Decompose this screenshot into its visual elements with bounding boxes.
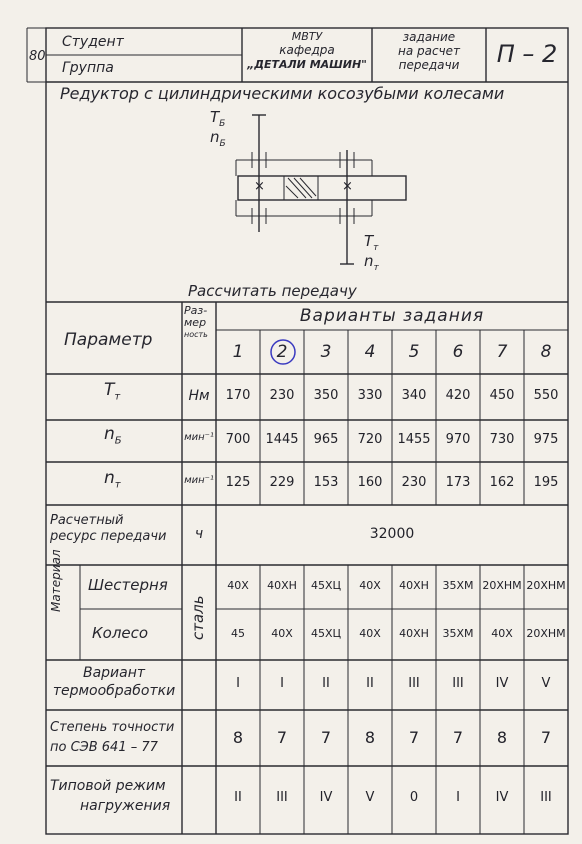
group-label: Группа: [62, 60, 114, 76]
accuracy-col4: 8: [364, 728, 376, 747]
load-mode-col3: IV: [319, 790, 333, 805]
wheel-material-col6: 35ХМ: [442, 627, 474, 640]
load-mode-col7: IV: [495, 790, 509, 805]
label-speed-input: $n_Б$: [210, 128, 226, 149]
pinion-material-col8: 20ХНМ: [526, 579, 566, 592]
wheel-material-col1: 45: [231, 627, 245, 640]
value-row1-col7: 450: [489, 388, 515, 403]
wheel-label: Колесо: [92, 624, 149, 642]
heat-variant-col5: III: [408, 676, 420, 691]
accuracy-col1: 8: [232, 728, 244, 747]
institute-label: МВТУ: [291, 30, 323, 43]
value-row3-col3: 153: [313, 475, 339, 490]
value-row1-col5: 340: [401, 388, 427, 403]
value-row2-col2: 1445: [265, 432, 299, 447]
material-label: Материал: [49, 549, 63, 612]
pinion-material-col4: 40Х: [359, 579, 381, 592]
load-mode-col6: I: [456, 790, 460, 805]
value-row3-col7: 162: [489, 475, 515, 490]
variant-number-3: 3: [320, 342, 332, 362]
variants-header: Варианты задания: [299, 306, 485, 326]
wheel-material-col2: 40Х: [271, 627, 293, 640]
department-label: кафедра: [279, 43, 335, 57]
param-label-row-2: $n_Б$: [104, 424, 122, 447]
value-row3-col8: 195: [533, 475, 559, 490]
variant-number-6: 6: [452, 342, 464, 362]
variant-number-2: 2: [276, 342, 288, 362]
steel-label: сталь: [189, 595, 207, 640]
page-number: 80: [29, 49, 46, 64]
value-row3-col5: 230: [401, 475, 427, 490]
resource-unit: ч: [194, 526, 204, 542]
value-row1-col8: 550: [533, 388, 559, 403]
department-name: „ДЕТАЛИ МАШИН": [247, 58, 367, 71]
heat-variant-col7: IV: [495, 676, 509, 691]
value-row1-col3: 350: [313, 388, 339, 403]
resource-label: Расчетный ресурс передачи: [50, 513, 167, 544]
heat-variant-col2: I: [280, 676, 284, 691]
variant-number-1: 1: [232, 342, 244, 362]
heat-variant-col6: III: [452, 676, 464, 691]
task-line-2: на расчет: [397, 44, 461, 58]
heat-variant-col3: II: [322, 676, 330, 691]
value-row2-col7: 730: [489, 432, 515, 447]
accuracy-col7: 8: [496, 728, 508, 747]
value-row3-col1: 125: [225, 475, 251, 490]
resource-value: 32000: [369, 526, 415, 542]
label-torque-input: $T_Б$: [210, 108, 226, 129]
load-mode-col4: V: [365, 790, 375, 805]
label-speed-output: $n_т$: [364, 252, 379, 273]
heat-variant-col4: II: [366, 676, 374, 691]
load-mode-col2: III: [276, 790, 288, 805]
wheel-material-col8: 20ХНМ: [526, 627, 566, 640]
wheel-material-col7: 40Х: [491, 627, 513, 640]
dimension-header: Раз- мер ность: [184, 304, 208, 339]
accuracy-label: Степень точности по СЭВ 641 – 77: [50, 720, 175, 755]
value-row2-col6: 970: [445, 432, 471, 447]
value-row2-col8: 975: [533, 432, 559, 447]
accuracy-col3: 7: [320, 728, 332, 747]
heat-variant-col8: V: [541, 676, 551, 691]
unit-row-3: мин⁻¹: [184, 475, 214, 486]
pinion-material-col3: 45ХЦ: [310, 579, 342, 592]
task-code: П – 2: [496, 40, 558, 68]
pinion-material-col7: 20ХНМ: [482, 579, 522, 592]
heat-variant-col1: I: [236, 676, 240, 691]
variant-number-7: 7: [496, 342, 508, 362]
label-torque-output: $T_т$: [364, 232, 379, 253]
reducer-title: Редуктор с цилиндрическими косозубыми колесами: [60, 84, 505, 103]
task-line-1: задание: [402, 30, 456, 44]
value-row1-col1: 170: [225, 388, 251, 403]
accuracy-col5: 7: [408, 728, 420, 747]
param-header: Параметр: [64, 330, 153, 350]
calc-title: Рассчитать передачу: [188, 282, 357, 300]
value-row1-col4: 330: [357, 388, 383, 403]
value-row1-col6: 420: [445, 388, 471, 403]
value-row3-col6: 173: [445, 475, 471, 490]
variant-number-8: 8: [540, 342, 552, 362]
value-row2-col4: 720: [357, 432, 383, 447]
student-label: Студент: [62, 34, 124, 50]
gear-mark-2: ×: [342, 179, 353, 194]
pinion-material-col5: 40ХН: [399, 579, 429, 592]
param-label-row-3: $n_т$: [104, 468, 121, 491]
accuracy-col8: 7: [540, 728, 552, 747]
wheel-material-col5: 40ХН: [399, 627, 429, 640]
pinion-material-col1: 40Х: [227, 579, 249, 592]
wheel-material-col3: 45ХЦ: [310, 627, 342, 640]
value-row2-col5: 1455: [397, 432, 431, 447]
accuracy-col2: 7: [276, 728, 288, 747]
pinion-material-col6: 35ХМ: [442, 579, 474, 592]
value-row3-col2: 229: [269, 475, 295, 490]
value-row2-col1: 700: [225, 432, 251, 447]
wheel-material-col4: 40Х: [359, 627, 381, 640]
unit-row-1: Нм: [188, 388, 210, 404]
pinion-material-col2: 40ХН: [267, 579, 297, 592]
gear-mark-1: ×: [254, 179, 265, 194]
load-mode-label: Типовой режим нагружения: [50, 778, 171, 814]
value-row3-col4: 160: [357, 475, 383, 490]
value-row1-col2: 230: [269, 388, 295, 403]
task-line-3: передачи: [398, 58, 460, 72]
value-row2-col3: 965: [313, 432, 339, 447]
unit-row-2: мин⁻¹: [184, 432, 214, 443]
heat-treatment-label: Вариант термообработки: [52, 665, 176, 699]
variant-number-4: 4: [364, 342, 376, 362]
accuracy-col6: 7: [452, 728, 464, 747]
load-mode-col5: 0: [409, 790, 419, 805]
variant-number-5: 5: [408, 342, 420, 362]
load-mode-col8: III: [540, 790, 552, 805]
load-mode-col1: II: [234, 790, 242, 805]
pinion-label: Шестерня: [88, 576, 168, 594]
param-label-row-1: $T_т$: [104, 380, 121, 403]
